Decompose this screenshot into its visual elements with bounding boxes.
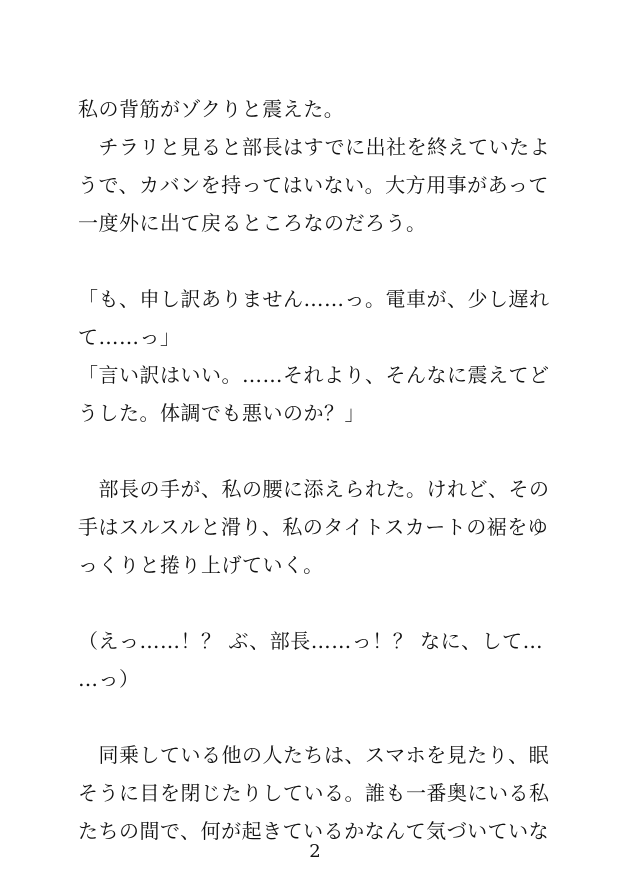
text-line: …っ） <box>78 667 140 691</box>
text-line: 同乗している他の人たちは、スマホを見たり、眠 <box>78 743 550 767</box>
text-line: うした。体調でも悪いのか？」 <box>78 401 365 425</box>
text-line: 「言い訳はいい。……それより、そんなに震えてど <box>78 363 550 387</box>
text-line: チラリと見ると部長はすでに出社を終えていたよ <box>78 135 551 159</box>
text-line: 「も、申し訳ありません……っ。電車が、少し遅れ <box>78 287 550 311</box>
text-line: っくりと捲り上げていく。 <box>78 553 324 577</box>
text-line: 部長の手が、私の腰に添えられた。けれど、その <box>78 477 550 501</box>
text-line: たちの間で、何が起きているかなんて気づいていな <box>78 819 550 843</box>
text-line: うで、カバンを持ってはいない。大方用事があって <box>78 173 549 197</box>
text-line: 手はスルスルと滑り、私のタイトスカートの裾をゆ <box>78 515 549 539</box>
text-line: 私の背筋がゾクりと震えた。 <box>78 97 345 121</box>
text-line: 一度外に出て戻るところなのだろう。 <box>78 211 427 235</box>
text-line: （えっ……！？ ぶ、部長……っ！？ なに、して… <box>78 629 544 653</box>
text-line: そうに目を閉じたりしている。誰も一番奥にいる私 <box>78 781 550 805</box>
page-number: 2 <box>309 841 321 862</box>
text-line: て……っ」 <box>78 325 181 349</box>
